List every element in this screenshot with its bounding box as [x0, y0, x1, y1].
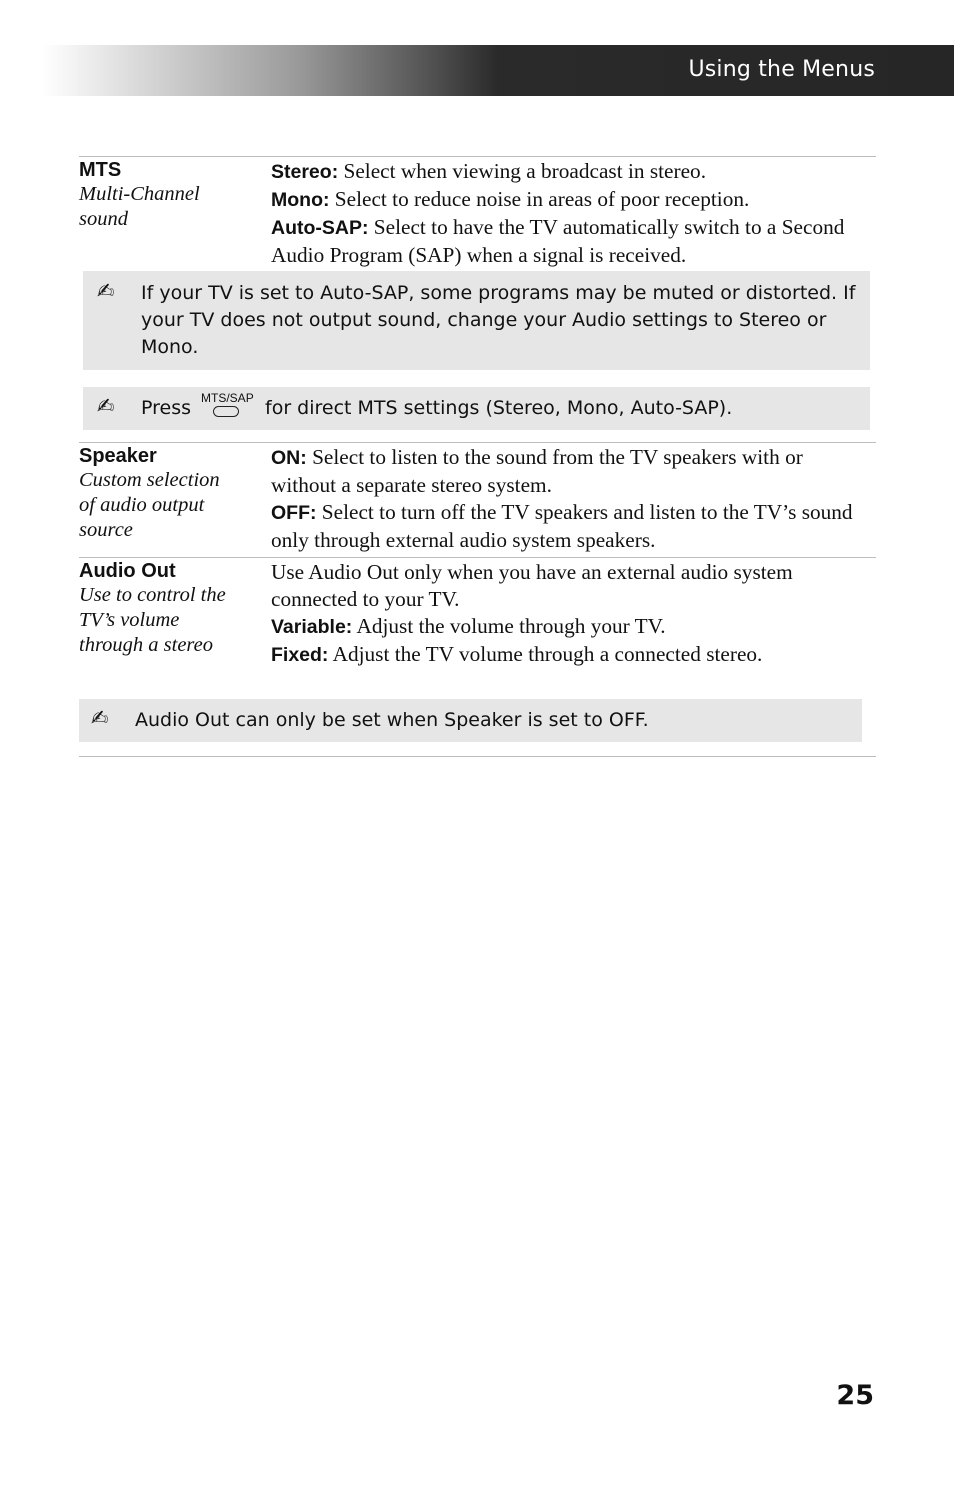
option-auto-sap: Auto-SAP: Select to have the TV automatically switch to a Second Audio Program (SAP) when a signal is received.: [271, 215, 845, 267]
option-mono: Mono: Select to reduce noise in areas of poor reception.: [271, 187, 750, 211]
pencil-note-icon: ✍: [91, 706, 109, 730]
audio-out-options: [271, 559, 871, 669]
option-variable: Variable: Adjust the volume through your TV.: [271, 614, 666, 638]
button-label: MTS/SAP: [201, 390, 254, 405]
page-number: 25: [836, 1380, 874, 1411]
mts-description: Multi-Channel sound: [79, 183, 200, 230]
mts-label-column: [79, 158, 264, 232]
speaker-description: Custom selection of audio output source: [79, 469, 220, 541]
press-suffix-text: for direct MTS settings (Stereo, Mono, Auto-SAP).: [265, 397, 733, 419]
section-title: Using the Menus: [688, 57, 875, 82]
speaker-options: [271, 444, 871, 554]
speaker-label-column: [79, 444, 264, 543]
audio-out-label-column: [79, 559, 264, 658]
option-stereo: Stereo: Select when viewing a broadcast in stereo.: [271, 159, 707, 183]
divider: [79, 442, 876, 443]
audio-out-description: Use to control the TV’s volume through a stereo: [79, 584, 226, 656]
mts-options: [271, 158, 871, 269]
audio-out-label: Audio Out: [79, 560, 176, 582]
speaker-label: Speaker: [79, 445, 157, 467]
pencil-note-icon: ✍: [97, 394, 115, 418]
note-audio-out: ✍ Audio Out can only be set when Speaker is set to OFF.: [79, 699, 862, 742]
divider: [79, 557, 876, 558]
note-auto-sap: ✍ If your TV is set to Auto-SAP, some programs may be muted or distorted. If your TV does not output sound, change your Audio settings to Stereo or Mono.: [83, 271, 870, 370]
audio-out-intro: Use Audio Out only when you have an external audio system connected to your TV.: [271, 560, 793, 611]
pencil-note-icon: ✍: [97, 279, 115, 303]
divider: [79, 156, 876, 157]
note-mts-button: [83, 387, 870, 430]
divider: [79, 756, 876, 757]
option-fixed: Fixed: Adjust the TV volume through a connected stereo.: [271, 642, 763, 666]
press-text: Press: [141, 397, 192, 419]
remote-button-icon: [201, 390, 257, 419]
mts-label: MTS: [79, 159, 122, 181]
option-off: OFF: Select to turn off the TV speakers and listen to the TV’s sound only through external audio system speakers.: [271, 500, 853, 552]
option-on: ON: Select to listen to the sound from the TV speakers with or without a separate stereo system.: [271, 445, 803, 497]
